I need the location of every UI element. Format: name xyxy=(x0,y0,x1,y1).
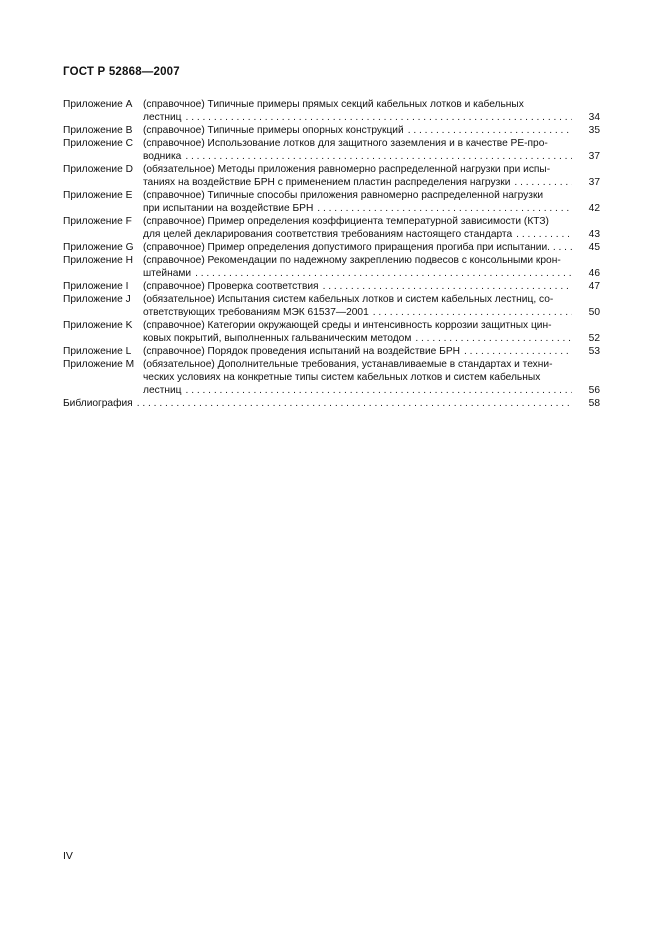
toc-entry-title-cont: штейнами xyxy=(143,268,192,279)
toc-entry-title: (справочное) Проверка соответствия xyxy=(143,281,319,292)
toc-entry-title: (справочное) Типичные способы приложения равномерно распределенной нагрузки xyxy=(143,190,544,201)
toc-entry-g[interactable] xyxy=(63,241,600,254)
toc-entry-title-cont: лестниц xyxy=(143,112,182,123)
dot-leader xyxy=(512,228,572,241)
dot-leader xyxy=(313,202,572,215)
toc-entry-title-cont: ответствующих требованиям МЭК 61537—2001 xyxy=(143,307,369,318)
toc-entry-label: Приложение E xyxy=(63,190,133,201)
toc-entry-h[interactable] xyxy=(63,254,600,280)
toc-entry-title: (обязательное) Методы приложения равномерно распределенной нагрузки при испы- xyxy=(143,164,551,175)
toc-entry-page: 58 xyxy=(588,398,600,409)
toc-entry-page: 42 xyxy=(588,203,600,214)
dot-leader xyxy=(181,150,572,163)
toc-entry-page: 37 xyxy=(588,177,600,188)
toc-entry-label: Приложение G xyxy=(63,242,134,253)
toc-entry-title-cont: для целей декларирования соответствия требованиям настоящего стандарта xyxy=(143,229,513,240)
toc-entry-label: Приложение H xyxy=(63,255,133,266)
toc-entry-d[interactable] xyxy=(63,163,600,189)
toc-entry-title-cont: при испытании на воздействие БРН xyxy=(143,203,314,214)
dot-leader xyxy=(460,345,572,358)
toc-entry-title: (справочное) Пример определения коэффициента температурной зависимости (КТЗ) xyxy=(143,216,549,227)
dot-leader xyxy=(133,397,572,410)
toc-entry-label: Приложение D xyxy=(63,164,133,175)
toc-entry-title-cont: таниях на воздействие БРН с применением пластин распределения нагрузки xyxy=(143,177,511,188)
toc-entry-title: (справочное) Типичные примеры опорных конструкций xyxy=(143,125,404,136)
dot-leader xyxy=(510,176,572,189)
toc-entry-label: Приложение F xyxy=(63,216,132,227)
toc-entry-label: Приложение C xyxy=(63,138,133,149)
dot-leader xyxy=(411,332,572,345)
dot-leader xyxy=(404,124,572,137)
toc-entry-label: Библиография xyxy=(63,398,133,409)
toc-entry-title-cont: водника xyxy=(143,151,182,162)
toc-entry-page: 52 xyxy=(588,333,600,344)
document-header: ГОСТ Р 52868—2007 xyxy=(63,66,180,78)
toc-entry-title: (справочное) Пример определения допустимого приращения прогиба при испытании xyxy=(143,242,548,253)
toc-entry-label: Приложение I xyxy=(63,281,129,292)
toc-entry-title: (справочное) Типичные примеры прямых секций кабельных лотков и кабельных xyxy=(143,99,524,110)
dot-leader xyxy=(319,280,572,293)
toc-entry-title: (обязательное) Дополнительные требования, устанавливаемые в стандартах и техни- xyxy=(143,359,553,370)
toc-entry-e[interactable] xyxy=(63,189,600,215)
dot-leader xyxy=(191,267,572,280)
toc-entry-k[interactable] xyxy=(63,319,600,345)
toc-entry-page: 43 xyxy=(588,229,600,240)
toc-entry-title: (справочное) Порядок проведения испытаний на воздействие БРН xyxy=(143,346,460,357)
toc-entry-label: Приложение M xyxy=(63,359,135,370)
toc-entry-page: 35 xyxy=(588,125,600,136)
toc-entry-label: Приложение B xyxy=(63,125,133,136)
toc-entry-title: (справочное) Категории окружающей среды и интенсивность коррозии защитных цин- xyxy=(143,320,552,331)
toc-entry-page: 37 xyxy=(588,151,600,162)
toc-entry-title: (справочное) Рекомендации по надежному закреплению подвесов с консольными крон- xyxy=(143,255,561,266)
page-number: IV xyxy=(63,850,73,862)
toc-entry-title: (справочное) Использование лотков для защитного заземления и в качестве PE-про- xyxy=(143,138,548,149)
toc-entry-page: 45 xyxy=(588,242,600,253)
toc-entry-c[interactable] xyxy=(63,137,600,163)
toc-entry-page: 34 xyxy=(588,112,600,123)
toc-entry-l[interactable] xyxy=(63,345,600,358)
toc-entry-label: Приложение L xyxy=(63,346,132,357)
toc-entry-bibliography[interactable] xyxy=(63,397,600,410)
toc-entry-title-cont: лестниц xyxy=(143,385,182,396)
toc-entry-j[interactable] xyxy=(63,293,600,319)
toc-entry-label: Приложение A xyxy=(63,99,133,110)
toc-entry-a[interactable] xyxy=(63,98,600,124)
toc-entry-title-cont: ковых покрытий, выполненных гальваническим методом xyxy=(143,333,412,344)
toc-entry-m[interactable] xyxy=(63,358,600,397)
dot-leader xyxy=(547,241,576,254)
dot-leader xyxy=(182,111,572,124)
toc-entry-i[interactable] xyxy=(63,280,600,293)
dot-leader xyxy=(182,384,572,397)
table-of-contents xyxy=(63,98,600,410)
toc-entry-page: 50 xyxy=(588,307,600,318)
toc-entry-f[interactable] xyxy=(63,215,600,241)
toc-entry-label: Приложение J xyxy=(63,294,131,305)
toc-entry-page: 47 xyxy=(588,281,600,292)
toc-entry-title: (обязательное) Испытания систем кабельных лотков и систем кабельных лестниц, со- xyxy=(143,294,554,305)
toc-entry-label: Приложение K xyxy=(63,320,133,331)
toc-entry-title-cont: ческих условиях на конкретные типы систем кабельных лотков и систем кабельных xyxy=(143,372,541,383)
toc-entry-page: 56 xyxy=(588,385,600,396)
toc-entry-page: 46 xyxy=(588,268,600,279)
dot-leader xyxy=(369,306,572,319)
toc-entry-b[interactable] xyxy=(63,124,600,137)
toc-entry-page: 53 xyxy=(588,346,600,357)
